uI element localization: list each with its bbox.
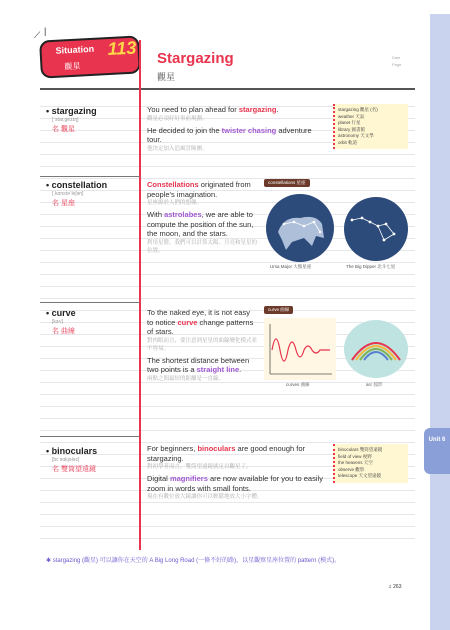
picture-caption: Ursa Major 大熊星座 (270, 264, 312, 269)
vocab-entry (46, 308, 76, 336)
vocab-separator (40, 302, 140, 303)
related-word: binoculars 雙筒望遠鏡 (338, 447, 383, 452)
related-words-box (333, 444, 408, 483)
vocab-word: • constellation (46, 180, 108, 190)
vocab-entry (46, 446, 97, 474)
arc-illustration (342, 318, 410, 380)
related-word: planet 行星 (338, 120, 361, 125)
vocab-ipa: [ˌkɑnstəˈleʃən] (52, 191, 84, 197)
meta-date: Date (392, 55, 401, 60)
vocab-zh: 名 雙筒望遠鏡 (52, 466, 96, 473)
page-title: Stargazing (157, 50, 234, 67)
related-word: orbit 軌道 (338, 139, 358, 145)
badge-zh: 觀星 (64, 61, 81, 72)
footnote (46, 557, 406, 566)
vocab-ipa: [ˈstar,gezɪŋ] (52, 117, 79, 123)
page-number: ♫ 263 (388, 584, 402, 590)
star-icon: ✱ (46, 558, 53, 564)
vocab-word: • curve (46, 308, 76, 318)
related-word: telescope 天文望遠鏡 (338, 473, 382, 478)
vocab-zh: 名 觀星 (52, 126, 75, 133)
example-sentence: To the naked eye, it is not easy to notice curve change patterns of stars. 對肉眼而言，要注意到星星的曲線變化模式並不容易。 The shortest distance between two points is a straight line. 兩點之間最短的距離是一直線。 (147, 308, 258, 382)
picture-caption: arc 弧形 (366, 382, 383, 387)
picture-chip: constellations 星座 (264, 179, 310, 187)
vocab-ipa: [bɪˈnɑkjələz] (52, 457, 80, 463)
unit-tab-label: Unit 6 (428, 437, 446, 443)
vocab-separator (40, 436, 140, 437)
vocab-entry (46, 180, 107, 208)
example-sentence: For beginners, binoculars are good enough for stargazing. 對初學者而言，雙筒望遠鏡就足以觀星了。 Digital magnifiers are now available for you to easily zoom in words with small fonts. 現在有數位放大鏡讓你可以輕鬆地放大小字體。 (147, 444, 323, 500)
related-word: field of view 視野 (338, 453, 372, 459)
related-word: library 圖書館 (338, 126, 366, 132)
example-sentence: Constellations originated from people's imagination. 星座源於人們的想像。 With astrolabes, we are able to compute the position of the sun, the moon, and the stars. 利用星盤，我們可以計算太陽、月亮和星星的位置。 (147, 180, 258, 254)
meta-page: Page (392, 62, 402, 67)
footnote-text: stargazing (觀星) 可以讓你在天空的 A Big Long Road (一條不好的路)，以星觀察星座位置的 pattern (模式)。 (52, 558, 341, 564)
vocab-word: • stargazing (46, 106, 97, 116)
ursa-major-illustration (264, 192, 336, 264)
related-word: stargazing 觀星 (名) (338, 107, 378, 112)
badge-number: 113 (107, 37, 137, 60)
vocab-separator (40, 176, 140, 177)
unit-tab[interactable] (424, 428, 450, 474)
vocab-ipa: [kɝv] (52, 319, 63, 325)
vocab-word: • binoculars (46, 446, 98, 456)
vocab-entry (46, 106, 97, 134)
badge-label: Situation (55, 43, 95, 56)
related-word: weather 天氣 (338, 113, 365, 119)
related-word: astronomy 天文學 (338, 133, 374, 138)
vocab-zh: 名 曲線 (52, 328, 75, 335)
margin-divider (139, 40, 141, 550)
page-title-zh: 觀星 (157, 72, 176, 82)
sparkle-icon: ⟋ (34, 30, 41, 40)
example-sentence: You need to plan ahead for stargazing. 觀星必須好好事前規劃。 He decided to join the twister chasing adventure tour. 他決定加入追風冒險團。 (147, 105, 312, 152)
picture-caption: curves 曲線 (286, 382, 310, 387)
date-meta (392, 54, 401, 68)
header-rule (40, 88, 415, 90)
related-word: observe 觀察 (338, 466, 365, 472)
related-word: the heavens 天空 (338, 460, 373, 465)
vocab-zh: 名 星座 (52, 200, 75, 207)
situation-badge (39, 35, 141, 78)
related-words-box (333, 104, 408, 149)
sparkle-icon: | (44, 26, 47, 36)
picture-caption: The Big Dipper 北斗七星 (346, 264, 396, 269)
curves-illustration (264, 318, 336, 380)
picture-chip: curve 曲線 (264, 306, 293, 314)
big-dipper-illustration (342, 196, 410, 262)
side-strip (430, 14, 450, 630)
